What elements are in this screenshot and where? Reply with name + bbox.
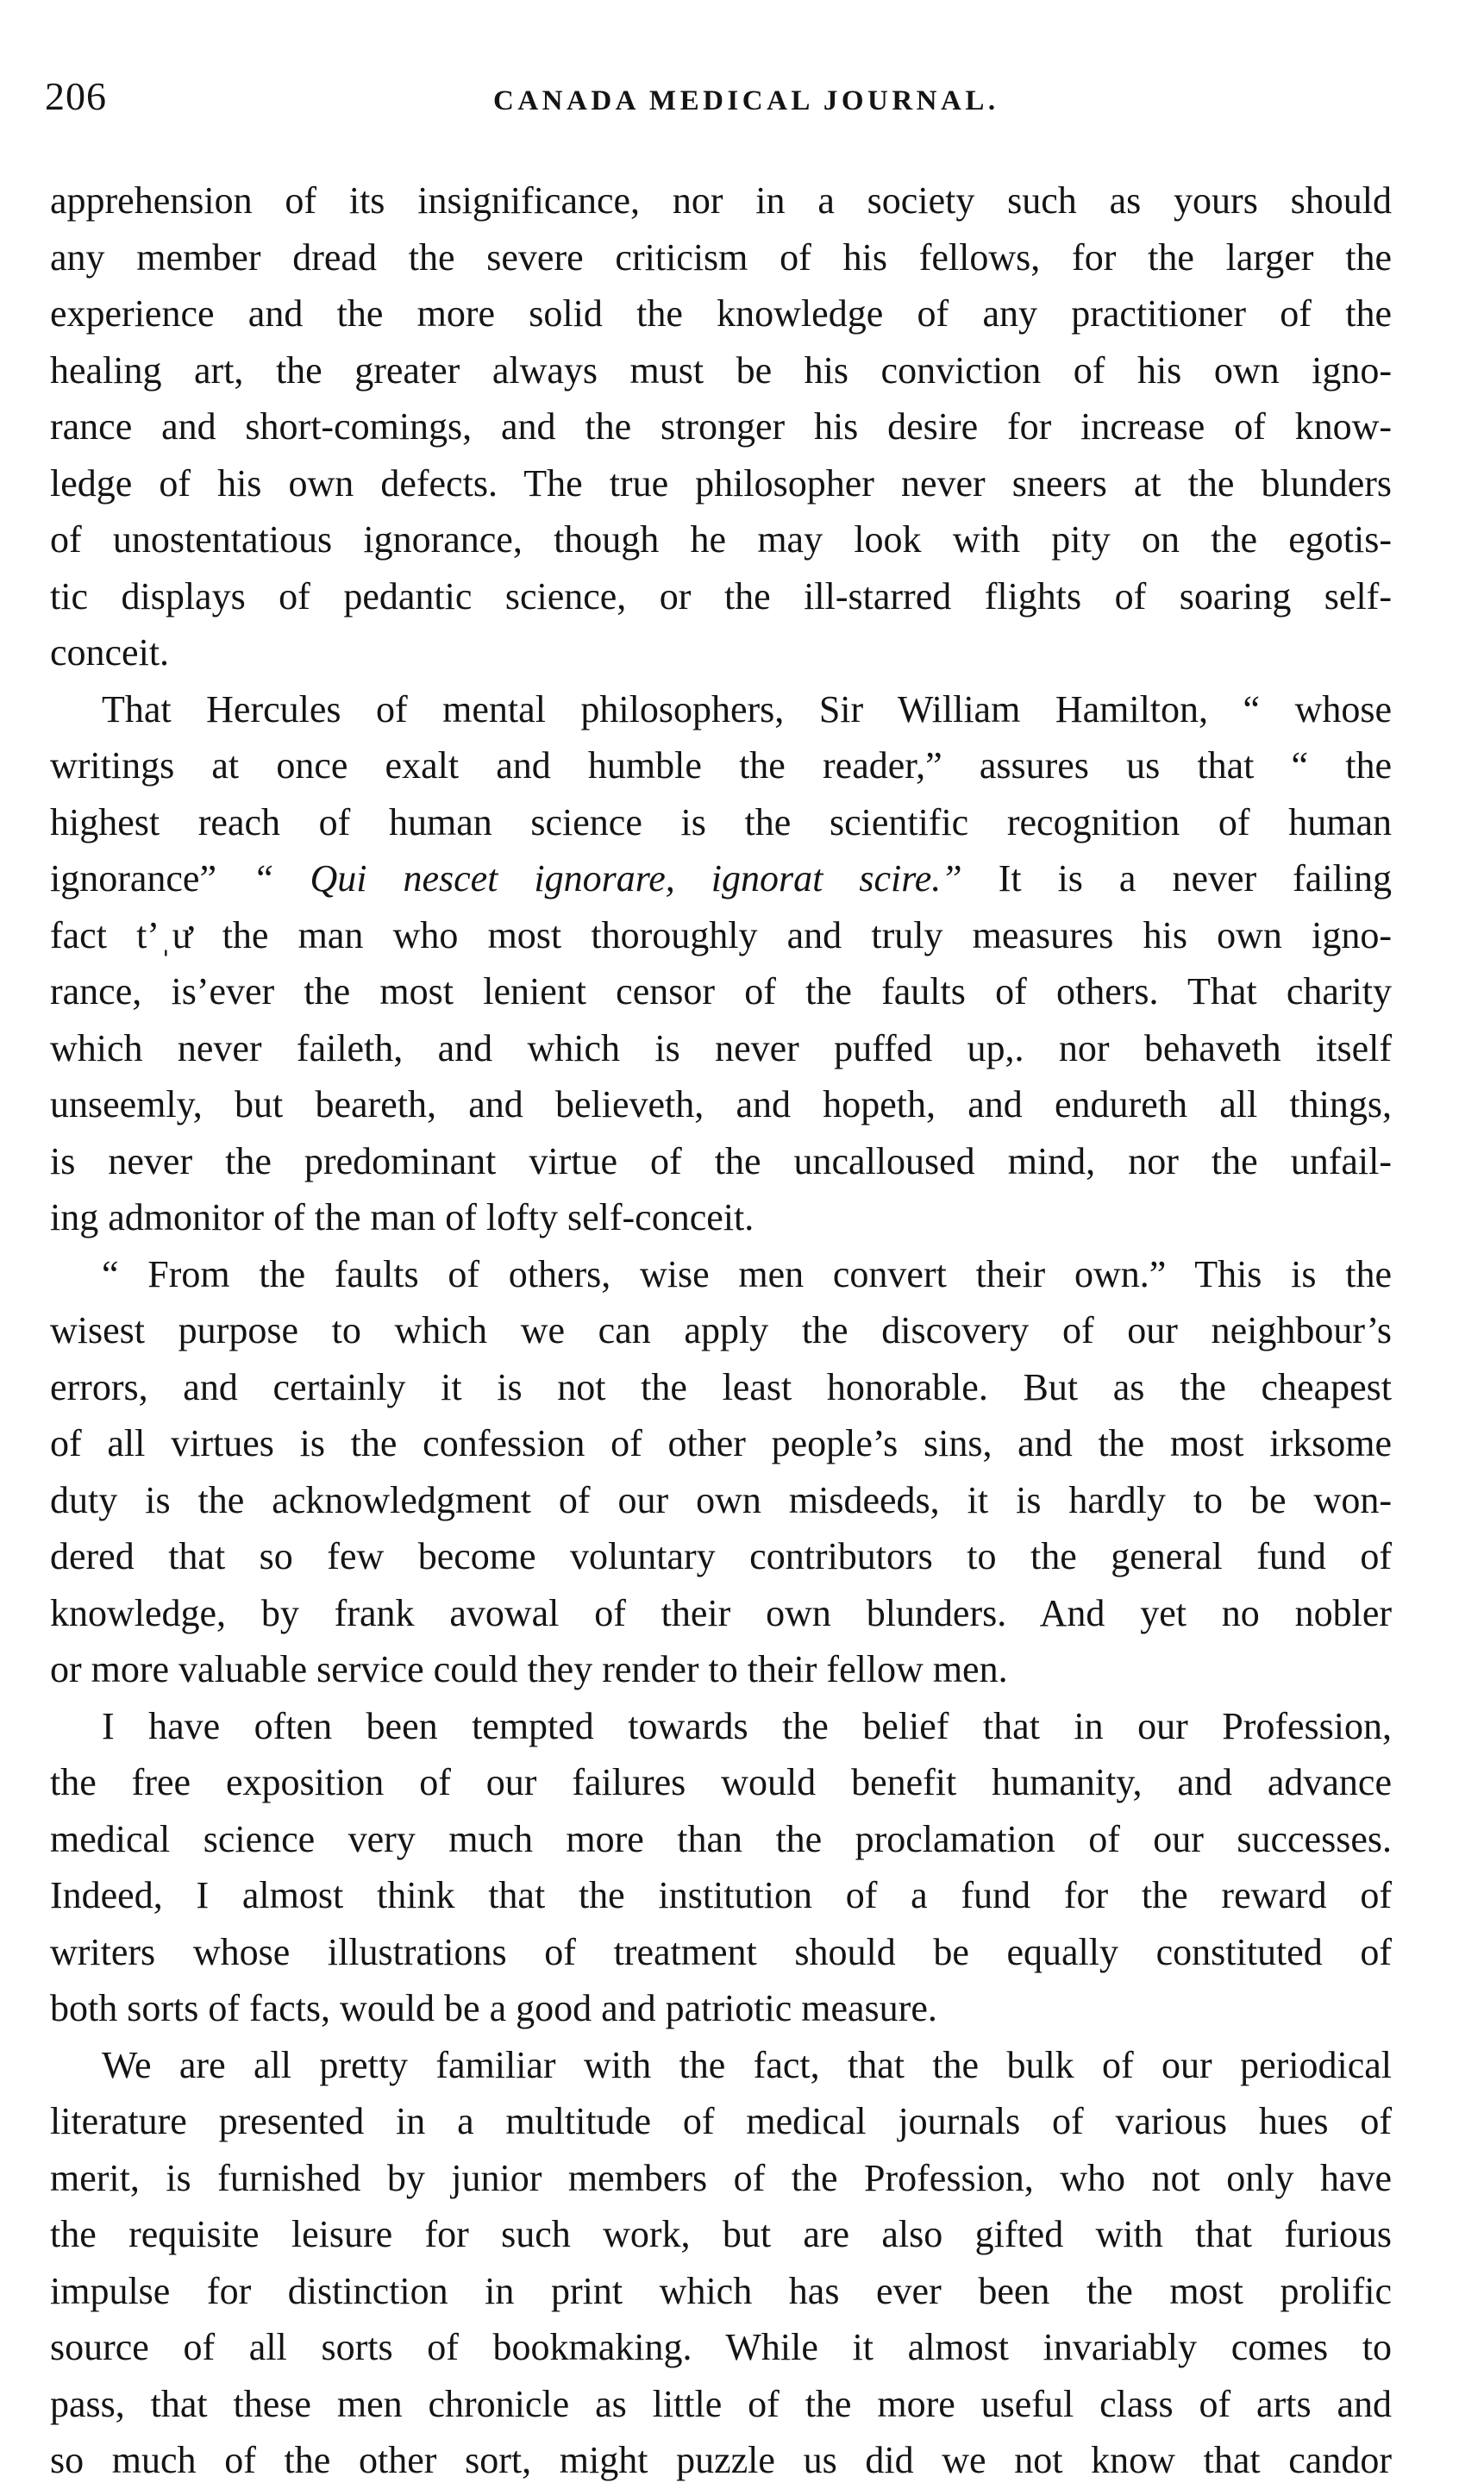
- text-line: knowledge, by frank avowal of their own blunders. And yet no nobler: [50, 1591, 1392, 1634]
- text-line: unseemly, but beareth, and believeth, and hopeth, and endureth all things,: [50, 1083, 1392, 1125]
- article-body: [50, 172, 1392, 2489]
- text-line: so much of the other sort, might puzzle us did we not know that candor: [50, 2439, 1392, 2481]
- paragraph: [50, 2037, 1392, 2489]
- text-line: rance, is’ever the most lenient censor of the faults of others. That charity: [50, 970, 1392, 1013]
- journal-title: CANADA MEDICAL JOURNAL.: [493, 85, 999, 116]
- text-fragment: It is a never failing: [998, 857, 1393, 900]
- text-line: dered that so few become voluntary contributors to the general fund of: [50, 1535, 1392, 1577]
- page-number: 206: [45, 74, 107, 118]
- paragraph: [50, 1698, 1392, 2037]
- text-line: errors, and certainly it is not the least honorable. But as the cheapest: [50, 1365, 1392, 1408]
- text-line: “ From the faults of others, wise men convert their own.” This is the: [102, 1252, 1392, 1295]
- text-line: writings at once exalt and humble the reader,” assures us that “ the: [50, 744, 1392, 787]
- text-line: both sorts of facts, would be a good and patriotic measure.: [50, 1987, 937, 2029]
- text-line: merit, is furnished by junior members of the Profession, who not only have: [50, 2156, 1392, 2199]
- text-line: the free exposition of our failures would benefit humanity, and advance: [50, 1761, 1392, 1803]
- text-line: any member dread the severe criticism of his fellows, for the larger the: [50, 235, 1392, 279]
- text-line: highest reach of human science is the scientific recognition of human: [50, 800, 1392, 843]
- text-line: I have often been tempted towards the belief that in our Profession,: [102, 1704, 1392, 1747]
- paragraph: [50, 1246, 1392, 1698]
- text-line: experience and the more solid the knowledge of any practitioner of the: [50, 292, 1392, 335]
- text-line: conceit.: [50, 631, 170, 674]
- paragraph: [50, 681, 1392, 1246]
- text-line: tic displays of pedantic science, or the ill-starred flights of soaring self-: [50, 574, 1392, 618]
- running-head: [45, 71, 1398, 131]
- text-line: rance and short-comings, and the stronger his desire for increase of know-: [50, 405, 1392, 448]
- text-line: Indeed, I almost think that the institution of a fund for the reward of: [50, 1874, 1392, 1916]
- text-line-with-quote: [50, 850, 1392, 907]
- text-line: pass, that these men chronicle as little of the more useful class of arts and: [50, 2382, 1392, 2425]
- text-line: of unostentatious ignorance, though he may look with pity on the egotis-: [50, 518, 1392, 561]
- text-line: That Hercules of mental philosophers, Sir William Hamilton, “ whose: [102, 687, 1392, 730]
- text-line: which never faileth, and which is never puffed up,. nor behaveth itself: [50, 1026, 1392, 1069]
- text-line: literature presented in a multitude of medical journals of various hues of: [50, 2100, 1392, 2142]
- text-line: is never the predominant virtue of the uncalloused mind, nor the unfail-: [50, 1139, 1392, 1182]
- text-line: writers whose illustrations of treatment should be equally constituted of: [50, 1930, 1392, 1973]
- text-line: duty is the acknowledgment of our own misdeeds, it is hardly to be won-: [50, 1478, 1392, 1521]
- text-line: or more valuable service could they render to their fellow men.: [50, 1648, 1008, 1690]
- text-line: source of all sorts of bookmaking. While it almost invariably comes to: [50, 2326, 1392, 2368]
- text-line: ledge of his own defects. The true philosopher never sneers at the blunders: [50, 461, 1392, 505]
- paragraph: [50, 172, 1392, 681]
- text-line: wisest purpose to which we can apply the discovery of our neighbour’s: [50, 1309, 1392, 1351]
- text-line: ing admonitor of the man of lofty self-conceit.: [50, 1196, 755, 1238]
- latin-quote: “ Qui nescet ignorare, ignorat scire.”: [253, 857, 962, 900]
- text-fragment: ignorance”: [50, 857, 216, 900]
- text-line: apprehension of its insignificance, nor in a society such as yours should: [50, 179, 1392, 222]
- text-line: We are all pretty familiar with the fact, that the bulk of our periodical: [102, 2043, 1392, 2086]
- text-line: impulse for distinction in print which has ever been the most prolific: [50, 2269, 1392, 2312]
- text-line: medical science very much more than the proclamation of our successes.: [50, 1817, 1392, 1860]
- text-line: the requisite leisure for such work, but are also gifted with that furious: [50, 2213, 1392, 2255]
- text-line: fact t’ˌư the man who most thoroughly and truly measures his own igno-: [50, 913, 1392, 956]
- text-line: of all virtues is the confession of other people’s sins, and the most irksome: [50, 1422, 1392, 1464]
- text-line: healing art, the greater always must be his conviction of his own igno-: [50, 348, 1392, 392]
